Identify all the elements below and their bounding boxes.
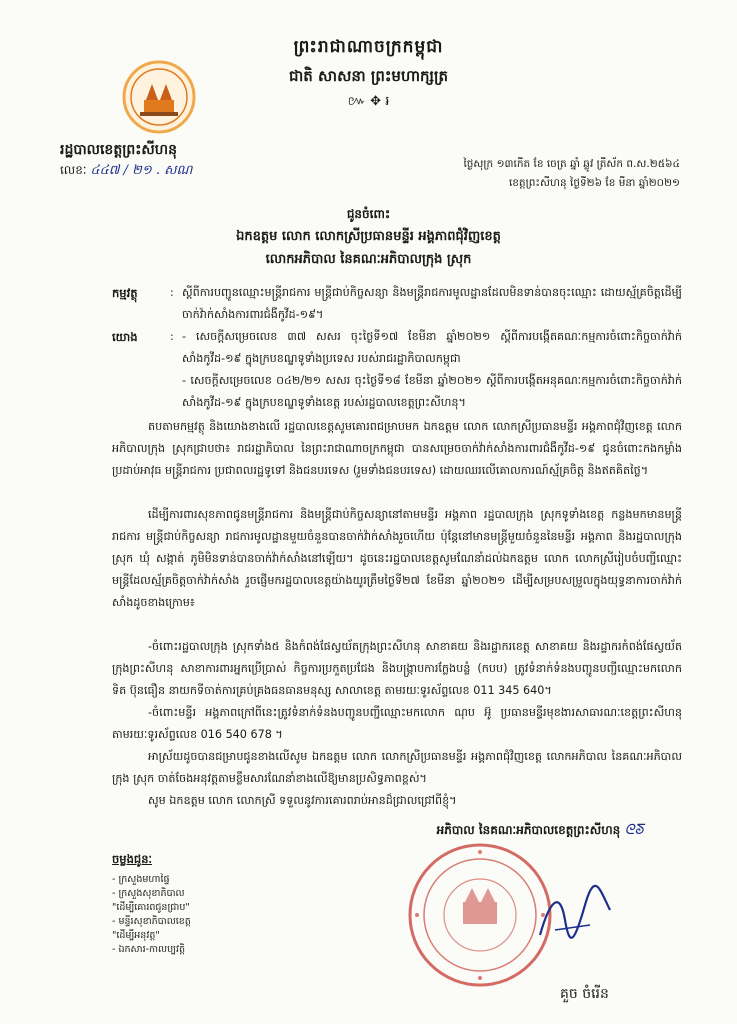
solar-date: ខេត្តព្រះសីហនុ ថ្ងៃទី២៦ ខែ មីនា ឆ្នាំ២០២១ <box>508 177 680 189</box>
signatory-name: គួច ចំរើន <box>560 986 609 1002</box>
reference-item-1: - សេចក្តីសម្រេចលេខ ៣៧ សសរ ចុះថ្ងៃទី១៧ ខែមីនា ឆ្នាំ២០២១ ស្តីពីការបង្កើតគណៈកម្មការចំពោះកិច្ចចាក់វ៉ាក់សាំងកូវីដ-១៩ ក្នុងក្របខណ្ឌទូទាំងប្រទេស របស់រាជរដ្ឋាភិបាលកម្ពុជា <box>182 330 682 365</box>
lunar-date: ថ្ងៃសុក្រ ១៣កើត ខែ ចេត្រ ឆ្នាំ ឆ្លូវ ត្រីស័ក ព.ស.២៥៦៤ <box>463 158 680 170</box>
paragraph-2: ដើម្បីការពារសុខភាពជូនមន្ត្រីរាជការ និងមន្ត្រីជាប់កិច្ចសន្យានៅតាមមន្ទីរ អង្គភាព រដ្ឋបាលក្រុង ស្រុកទូទាំងខេត្ត កន្លងមកមានមន្ត្រីរាជការ មន្ត្រីជាប់កិច្ចសន្យា រាជការមូលដ្ឋានមួយចំនួនបានចាក់វ៉ាក់សាំងរួចហើយ ប៉ុន្តែនៅមានមន្ត្រីមួយចំនួននៃមន្ទីរ អង្គភាព និងរដ្ឋបាលក្រុង ស្រុក ឃុំ សង្កាត់ ភូមិមិនទាន់បានចាក់វ៉ាក់សាំងនៅឡើយ។ ដូចនេះរដ្ឋបាលខេត្តសូមណែនាំដល់ឯកឧត្តម លោក លោកស្រីរៀបចំបញ្ជីឈ្មោះមន្ត្រីដែលស្ម័គ្រចិត្តចាក់វ៉ាក់សាំង រួចផ្ញើមករដ្ឋបាលខេត្តយ៉ាងយូរត្រឹមថ្ងៃទី២៧ ខែមីនា ឆ្នាំ២០២១ ដើម្បីសម្របសម្រួលក្នុងយុទ្ធនាការចាក់វ៉ាក់សាំងដូចខាងក្រោម៖ <box>112 508 682 609</box>
subject-colon: : <box>170 286 174 299</box>
cc-item: "ដើម្បីគោរពជូនជ្រាប" <box>112 902 190 913</box>
header-ornament: ៚ ✥ ៛ <box>347 94 390 109</box>
cc-item: - មន្ទីរសុខាភិបាលខេត្ត <box>112 916 191 927</box>
document-number <box>60 162 192 181</box>
recipient-line-2: លោកអភិបាល នៃគណៈអភិបាលក្រុង ស្រុក <box>265 252 472 267</box>
handwritten-signature <box>530 880 620 950</box>
date-block <box>360 158 680 192</box>
phone-2: 016 540 678 <box>200 728 272 741</box>
signature-title: អភិបាល នៃគណៈអភិបាលខេត្តព្រះសីហនុ ᘓᘕ <box>436 822 644 838</box>
sender-office: រដ្ឋបាលខេត្តព្រះសីហនុ <box>60 142 177 158</box>
kingdom-title: ព្រះរាជាណាចក្រកម្ពុជា <box>293 37 444 57</box>
cc-item: - ក្រសួងមហាផ្ទៃ <box>112 874 170 885</box>
reference-item-2: - សេចក្តីសម្រេចលេខ ០៤២/២១ សសរ ចុះថ្ងៃទី១៨ ខែមីនា ឆ្នាំ២០២១ ស្តីពីការបង្កើតអនុគណៈកម្មការចំពោះកិច្ចចាក់វ៉ាក់សាំងកូវីដ-១៩ ក្នុងក្របខណ្ឌទូទាំងខេត្ត របស់រដ្ឋបាលខេត្តព្រះសីហនុ។ <box>182 374 682 409</box>
phone-1: 011 345 640 <box>473 684 545 697</box>
bullet-1: -ចំពោះរដ្ឋបាលក្រុង ស្រុកទាំង៥ និងកំពង់ផែស្វយ័តក្រុងព្រះសីហនុ សាខាគយ និងរដ្ឋាករខេត្ត សាខាគយ និងរដ្ឋាករកំពង់ផែស្វយ័តក្រុងព្រះសីហនុ សាខាការពារអ្នកប្រើប្រាស់ កិច្ចការប្រកួតប្រជែង និងបង្ក្រាបការក្លែងបន្លំ (កបប) ត្រូវទំនាក់ទំនងបញ្ជូនបញ្ជីឈ្មោះមកលោក ទិត ប៊ុនធឿន នាយកទីចាត់ការគ្រប់គ្រងធនធានមនុស្ស សាលាខេត្ត តាមរយៈទូរស័ព្ទលេខ 011 345 640។ <box>112 640 682 697</box>
cc-label: ចម្លងជូនៈ <box>112 852 153 866</box>
subject-text: ស្តីពីការបញ្ជូនឈ្មោះមន្ត្រីរាជការ មន្ត្រីជាប់កិច្ចសន្យា និងមន្ត្រីរាជការមូលដ្ឋានដែលមិនទាន់បានចុះឈ្មោះ ដោយស្ម័គ្រចិត្តដើម្បីចាក់វ៉ាក់សាំងការពារជំងឺកូវីដ-១៩។ <box>182 286 682 321</box>
paragraph-1: តបតាមកម្មវត្ថុ និងយោងខាងលើ រដ្ឋបាលខេត្តសូមគោរពជម្រាបមក ឯកឧត្តម លោក លោកស្រីប្រធានមន្ទីរ អង្គភាពជុំវិញខេត្ត លោកអភិបាលក្រុង ស្រុកជ្រាបថា៖ រាជរដ្ឋាភិបាល នៃព្រះរាជាណាចក្រកម្ពុជា បានសម្រេចចាក់វ៉ាក់សាំងការពារជំងឺកូវីដ-១៩ ជូនចំពោះកងកម្លាំងប្រដាប់អាវុធ មន្ត្រីរាជការ ប្រជាពលរដ្ឋទូទៅ និងជនបរទេស (រួមទាំងជនបរទេស) ដោយឈរលើគោលការណ៍ស្ម័គ្រចិត្ត និងឥតគិតថ្លៃ។ <box>112 420 682 477</box>
recipient-to: ជូនចំពោះ <box>346 207 391 221</box>
recipient-block <box>0 206 737 270</box>
bullet-2: -ចំពោះមន្ទីរ អង្គភាពក្រៅពីនេះត្រូវទំនាក់ទំនងបញ្ជូនបញ្ជីឈ្មោះមកលោក ណុប អ៊ូ ប្រធានមន្ទីរមុខងារសាធារណៈខេត្តព្រះសីហនុ តាមរយៈទូរស័ព្ទលេខ 016 540 678 ។ <box>112 706 682 741</box>
signature-initials: ᘓᘕ <box>624 822 644 838</box>
cc-block <box>112 852 332 957</box>
reference-colon: : <box>170 330 174 343</box>
closing-paragraph: អាស្រ័យដូចបានជម្រាបជូនខាងលើសូម ឯកឧត្តម លោក លោកស្រីប្រធានមន្ទីរ អង្គភាពជុំវិញខេត្ត លោកអភិបាល នៃគណៈអភិបាលក្រុង ស្រុក ចាត់ចែងអនុវត្តតាមខ្លឹមសារណែនាំខាងលើឱ្យមានប្រសិទ្ធភាពខ្ពស់។ <box>112 750 682 785</box>
province-logo <box>122 60 196 134</box>
cc-list <box>112 873 332 957</box>
number-value: ៤៤៧ / ២១ . សណ <box>90 163 193 178</box>
national-motto: ជាតិ សាសនា ព្រះមហាក្សត្រ <box>289 67 448 85</box>
document-header <box>0 36 737 112</box>
closing-salutation: សូម ឯកឧត្តម លោក លោកស្រី ទទួលនូវការគោរពរាប់អានដ៏ជ្រាលជ្រៅពីខ្ញុំ។ <box>148 794 457 807</box>
number-label: លេខៈ <box>60 163 87 177</box>
signature-scribble-icon <box>530 880 620 950</box>
cc-item: "ដើម្បីអនុវត្ត" <box>112 930 160 941</box>
province-logo-icon <box>122 60 196 134</box>
cc-item: - ក្រសួងសុខាភិបាល <box>112 888 185 899</box>
reference-label: យោង <box>112 330 138 344</box>
subject-label: កម្មវត្ថុ <box>112 286 138 300</box>
recipient-line-1: ឯកឧត្តម លោក លោកស្រីប្រធានមន្ទីរ អង្គភាពជុំវិញខេត្ត <box>236 229 501 244</box>
cc-item: - ឯកសារ-កាលប្បវត្តិ <box>112 944 186 955</box>
